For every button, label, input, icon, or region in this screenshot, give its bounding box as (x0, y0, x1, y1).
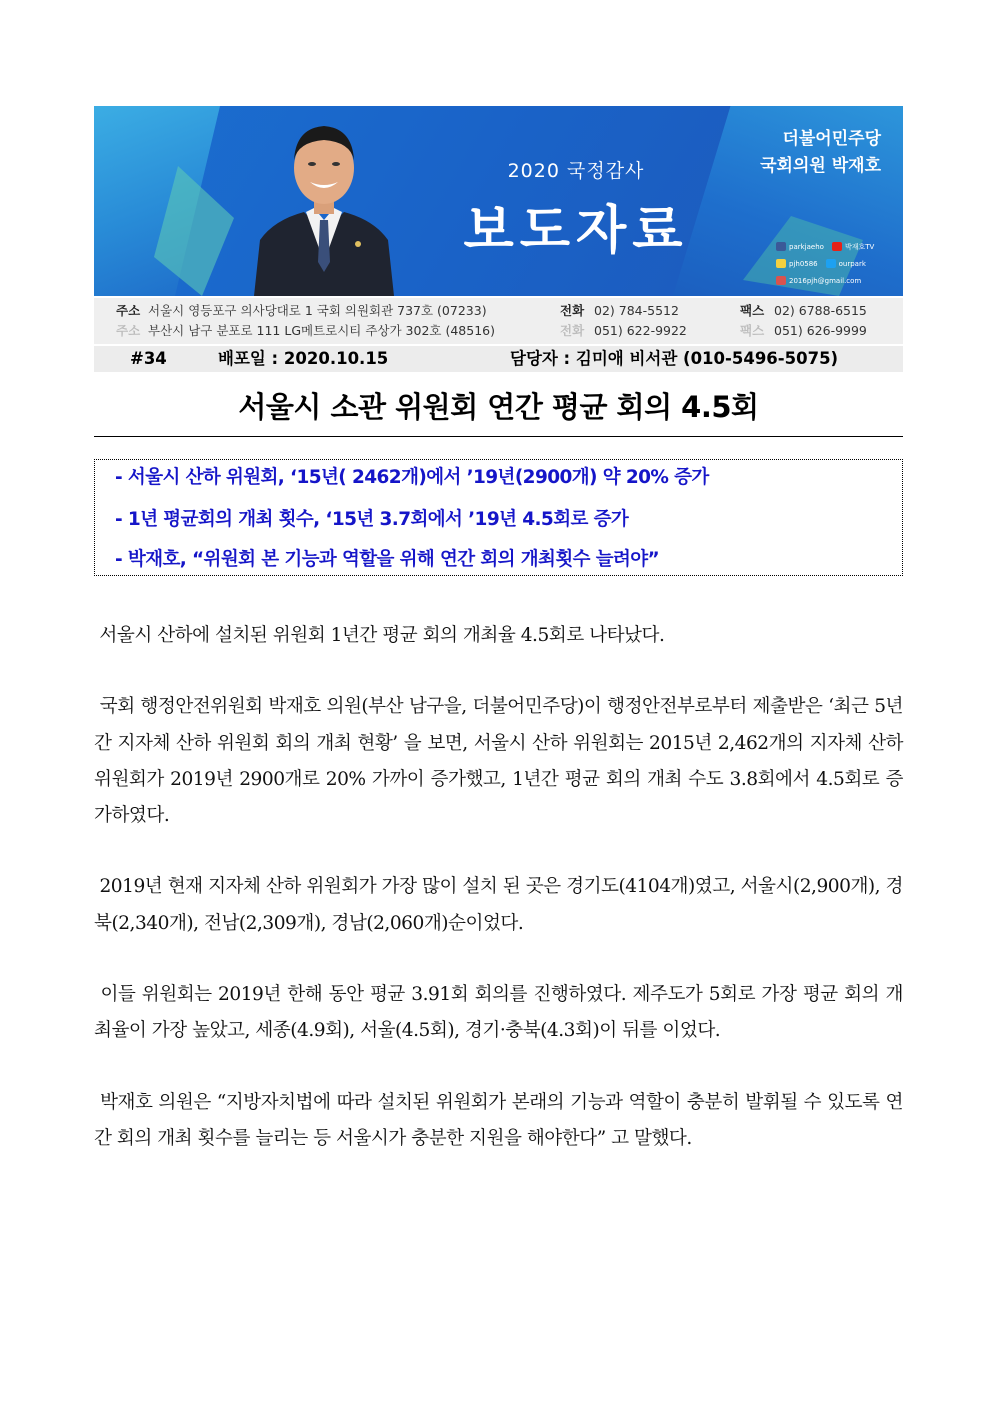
summary-point: - 1년 평균회의 개최 횟수, ‘15년 3.7회에서 ’19년 4.5회로 증가 (115, 509, 629, 530)
kakao-handle[interactable]: pjh0586 (789, 259, 818, 268)
twitter-handle[interactable]: ourpark (838, 259, 866, 268)
paragraph: 이들 위원회는 2019년 한해 동안 평균 3.91회 회의를 진행하였다. 제주도가 5회로 가장 평균 회의 개최율이 가장 높았고, 세종(4.9회), 서울(4.5회), 경기·충북(4.3회)이 뒤를 이었다. (94, 984, 903, 1042)
release-meta (94, 346, 903, 372)
portrait-photo (254, 112, 394, 296)
paragraph: 서울시 산하에 설치된 위원회 1년간 평균 회의 개최율 4.5회로 나타났다. (99, 625, 665, 646)
member-name: 국회의원 박재호 (760, 156, 881, 176)
banner-subtitle: 2020 국정감사 (507, 160, 645, 182)
release-number: #34 (130, 349, 167, 368)
fax-label: 팩스 (740, 303, 765, 318)
fax-busan: 051) 626-9999 (774, 323, 867, 338)
paragraph: 2019년 현재 지자체 산하 위원회가 가장 많이 설치 된 곳은 경기도(4104개)였고, 서울시(2,900개), 경북(2,340개), 전남(2,309개), 경남(2,060개)순이었다. (94, 876, 903, 934)
facebook-icon (776, 242, 786, 251)
phone-label: 전화 (560, 303, 585, 318)
address-label: 주소 (116, 303, 141, 318)
banner-title: 보도자료 (463, 201, 689, 261)
headline: 서울시 소관 위원회 연간 평균 회의 4.5회 (238, 390, 759, 424)
address-busan-label: 주소 (116, 323, 141, 338)
release-date: 배포일 : 2020.10.15 (218, 349, 389, 368)
fax-seoul: 02) 6788-6515 (774, 303, 867, 318)
paragraph: 박재호 의원은 “지방자치법에 따라 설치된 위원회가 본래의 기능과 역할이 충분히 발휘될 수 있도록 연간 회의 개최 횟수를 늘리는 등 서울시가 충분한 지원을 해야한다” 고 말했다. (94, 1091, 903, 1149)
email-address[interactable]: 2016pjh@gmail.com (789, 276, 862, 285)
article-body (94, 618, 903, 1192)
summary-point: - 서울시 산하 위원회, ‘15년( 2462개)에서 ’19년(2900개) 약 20% 증가 (115, 467, 709, 488)
phone-busan: 051) 622-9922 (594, 323, 687, 338)
summary-box (94, 459, 903, 576)
phone-busan-label: 전화 (560, 323, 585, 338)
press-banner (94, 106, 903, 296)
party-block (760, 126, 881, 180)
sns-links (776, 238, 896, 289)
paragraph: 국회 행정안전위원회 박재호 의원(부산 남구을, 더불어민주당)이 행정안전부로부터 제출받은 ‘최근 5년간 지자체 산하 위원회 회의 개최 현황’ 을 보면, 서울시 산하 위원회는 2015년 2,462개의 지자체 산하 위원회가 2019년 2900개로 20% 가까이 증가했고, 1년간 평균 회의 개최 수도 3.8회에서 4.5회로 증가하였다. (94, 696, 903, 827)
twitter-icon (826, 259, 836, 268)
address-busan: 부산시 남구 분포로 111 LG메트로시티 주상가 302호 (48516) (148, 323, 495, 338)
party-name: 더불어민주당 (782, 129, 881, 149)
address-seoul: 서울시 영등포구 의사당대로 1 국회 의원회관 737호 (07233) (148, 303, 487, 318)
facebook-handle[interactable]: parkjaeho (789, 242, 824, 251)
summary-point: - 박재호, “위원회 본 기능과 역할을 위해 연간 회의 개최횟수 늘려야” (115, 549, 660, 570)
youtube-icon (832, 242, 842, 251)
phone-seoul: 02) 784-5512 (594, 303, 679, 318)
kakao-icon (776, 259, 786, 268)
divider (94, 436, 903, 437)
contact-info (94, 298, 903, 344)
contact-person: 담당자 : 김미애 비서관 (010-5496-5075) (510, 349, 839, 368)
fax-busan-label: 팩스 (740, 323, 765, 338)
mail-icon (776, 276, 786, 285)
youtube-handle[interactable]: 박재호TV (844, 242, 875, 251)
